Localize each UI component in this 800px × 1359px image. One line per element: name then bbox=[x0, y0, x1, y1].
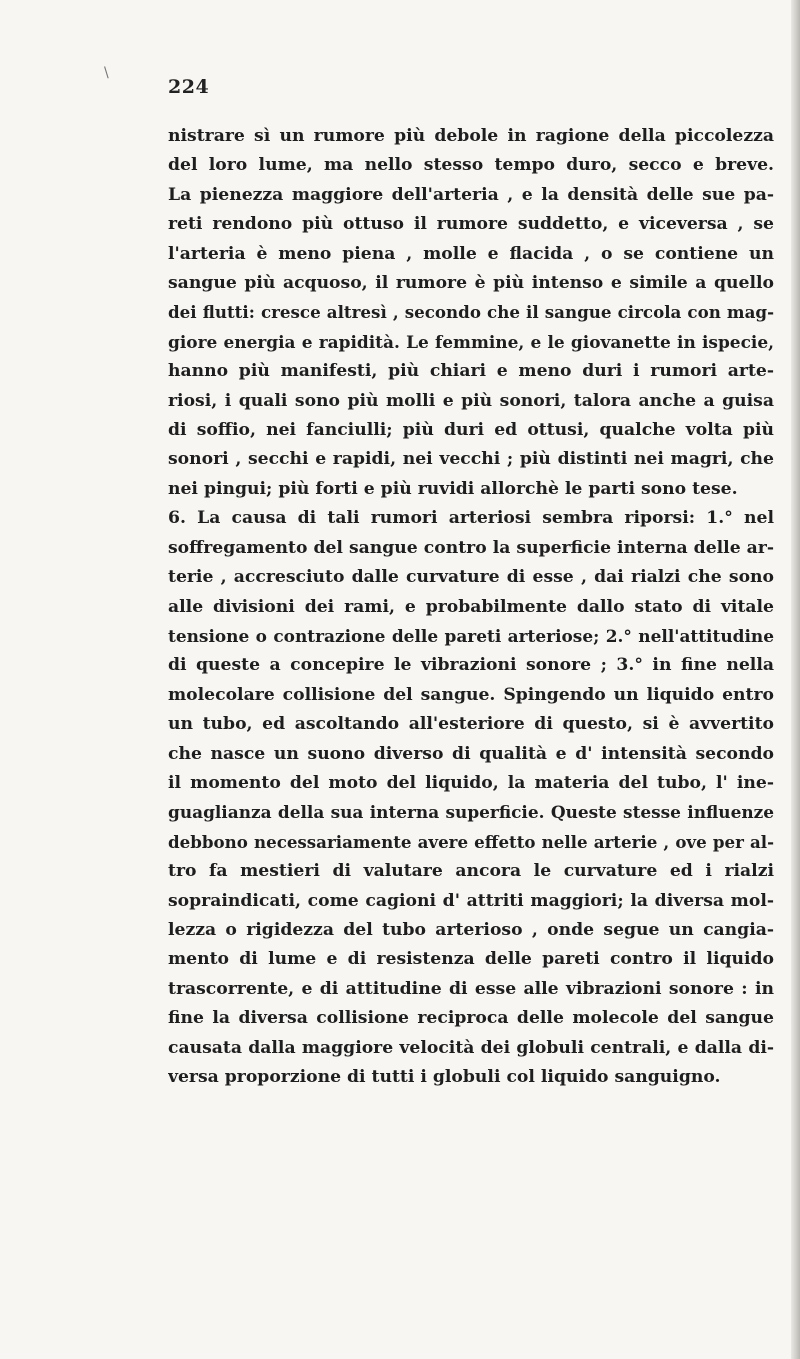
text-line: tro fa mestieri di valutare ancora le curvature ed i rialzi bbox=[168, 861, 774, 882]
text-line: un tubo, ed ascoltando all'esteriore di questo, si è avvertito bbox=[168, 714, 774, 735]
text-line: il momento del moto del liquido, la materia del tubo, l' ine- bbox=[168, 772, 774, 793]
text-line: guaglianza della sua interna superficie. Queste stesse influenze bbox=[168, 802, 774, 823]
text-line: causata dalla maggiore velocità dei globuli centrali, e dalla di- bbox=[168, 1037, 774, 1058]
text-line: nistrare sì un rumore più debole in ragione della piccolezza bbox=[168, 126, 774, 146]
page-number: 224 bbox=[168, 76, 210, 98]
text-line: La pienezza maggiore dell'arteria , e la densità delle sue pa- bbox=[168, 184, 774, 205]
text-line: dei flutti: cresce altresì , secondo che il sangue circola con mag- bbox=[168, 302, 774, 323]
text-line: che nasce un suono diverso di qualità e d' intensità secondo bbox=[168, 743, 774, 764]
text-line: hanno più manifesti, più chiari e meno duri i rumori arte- bbox=[168, 361, 774, 382]
text-line: versa proporzione di tutti i globuli col liquido sanguigno. bbox=[168, 1067, 721, 1087]
text-line: lezza o rigidezza del tubo arterioso , onde segue un cangia- bbox=[168, 919, 774, 940]
text-line: reti rendono più ottuso il rumore suddetto, e viceversa , se bbox=[168, 214, 774, 235]
text-line: mento di lume e di resistenza delle pareti contro il liquido bbox=[168, 949, 774, 970]
text-line: riosi, i quali sono più molli e più sonori, talora anche a guisa bbox=[168, 390, 774, 411]
text-line: del loro lume, ma nello stesso tempo duro, secco e breve. bbox=[168, 155, 774, 176]
corner-mark: \ bbox=[104, 65, 109, 81]
text-line: l'arteria è meno piena , molle e flacida , o se contiene un bbox=[168, 243, 774, 264]
text-line: di queste a concepire le vibrazioni sonore ; 3.° in fine nella bbox=[168, 655, 774, 676]
text-line: alle divisioni dei rami, e probabilmente dallo stato di vitale bbox=[168, 596, 774, 617]
text-line: sopraindicati, come cagioni d' attriti maggiori; la diversa mol- bbox=[168, 890, 774, 911]
text-line: nei pingui; più forti e più ruvidi allorchè le parti sono tese. bbox=[168, 478, 738, 499]
text-line: soffregamento del sangue contro la superficie interna delle ar- bbox=[168, 537, 774, 558]
text-line: giore energia e rapidità. Le femmine, e le giovanette in ispecie, bbox=[168, 331, 774, 352]
text-line: molecolare collisione del sangue. Spingendo un liquido entro bbox=[168, 684, 774, 705]
text-line: tensione o contrazione delle pareti arteriose; 2.° nell'attitudine bbox=[168, 625, 774, 646]
text-line: terie , accresciuto dalle curvature di esse , dai rialzi che sono bbox=[168, 567, 774, 588]
text-line: trascorrente, e di attitudine di esse alle vibrazioni sonore : in bbox=[168, 978, 774, 999]
text-line: debbono necessariamente avere effetto nelle arterie , ove per al- bbox=[168, 831, 774, 852]
text-line: sangue più acquoso, il rumore è più intenso e simile a quello bbox=[168, 273, 774, 294]
text-line: fine la diversa collisione reciproca delle molecole del sangue bbox=[168, 1008, 774, 1029]
text-line: sonori , secchi e rapidi, nei vecchi ; più distinti nei magri, che bbox=[168, 449, 774, 470]
text-line: 6. La causa di tali rumori arteriosi sembra riporsi: 1.° nel bbox=[168, 508, 774, 529]
body-text bbox=[168, 122, 774, 1092]
text-line: di soffio, nei fanciulli; più duri ed ottusi, qualche volta più bbox=[168, 420, 774, 441]
page-edge-shadow bbox=[791, 0, 800, 1359]
